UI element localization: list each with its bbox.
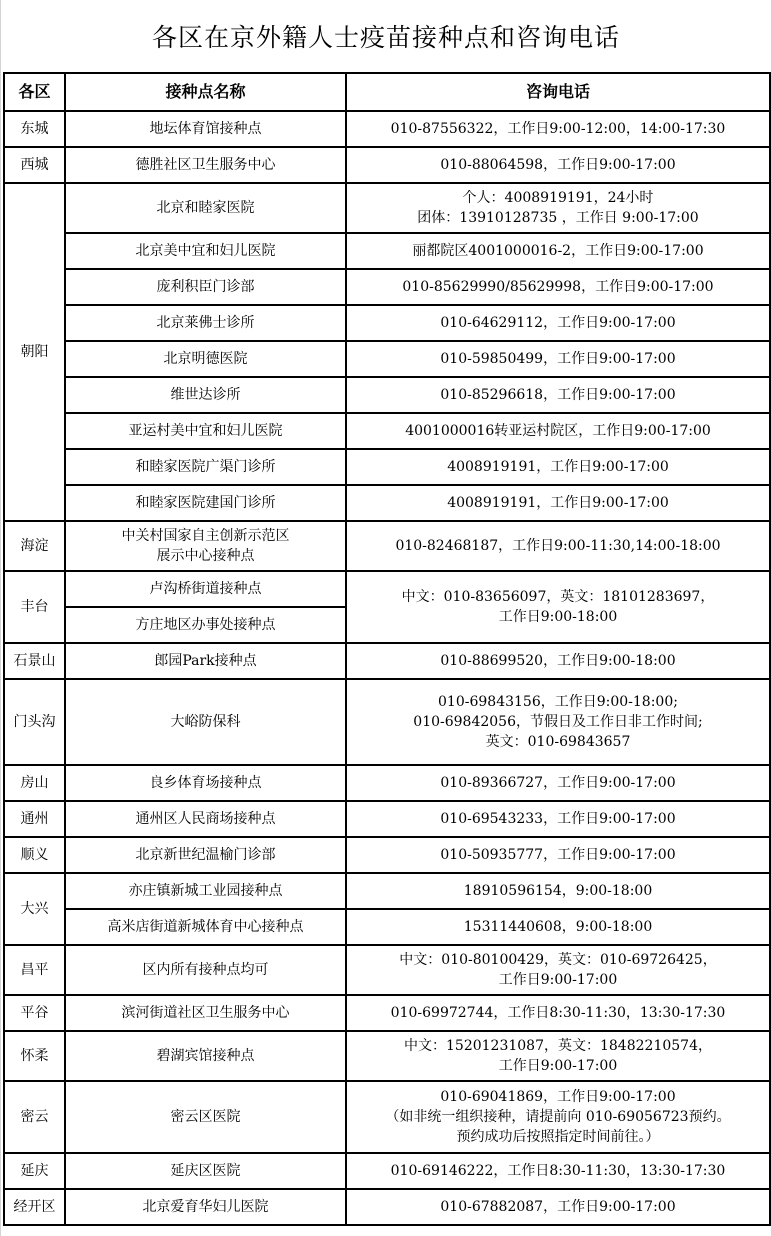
phone-line: 团体：13910128735 ，工作日 9:00-17:00: [417, 210, 699, 226]
site-cell[interactable]: 良乡体育场接种点: [65, 765, 346, 801]
phone-line: 010-59850499，工作日9:00-17:00: [440, 351, 676, 367]
site-cell[interactable]: 滨河街道社区卫生服务中心: [65, 995, 346, 1031]
sheet-title[interactable]: 各区在京外籍人士疫苗接种点和咨询电话: [151, 23, 620, 52]
phone-cell[interactable]: [346, 801, 770, 837]
table-row: [4, 233, 770, 269]
district-cell[interactable]: 门头沟: [4, 679, 65, 765]
phone-line: 010-87556322，工作日9:00-12:00，14:00-17:30: [390, 121, 726, 137]
table-row: [4, 413, 770, 449]
table-row: [4, 521, 770, 571]
site-cell[interactable]: 庞利积臣门诊部: [65, 269, 346, 305]
phone-cell[interactable]: [346, 233, 770, 269]
district-cell[interactable]: 昌平: [4, 945, 65, 995]
phone-cell[interactable]: [346, 449, 770, 485]
phone-line: 工作日9:00-17:00: [498, 972, 618, 988]
phone-cell[interactable]: [346, 111, 770, 147]
table-row: [4, 679, 770, 765]
phone-cell[interactable]: [346, 571, 770, 643]
table-row: [4, 305, 770, 341]
site-cell[interactable]: 亚运村美中宜和妇儿医院: [65, 413, 346, 449]
district-cell[interactable]: 密云: [4, 1081, 65, 1153]
phone-cell[interactable]: [346, 679, 770, 765]
table-row: [4, 873, 770, 909]
table-row: [4, 1189, 770, 1225]
table-row: [4, 269, 770, 305]
phone-line: 010-88699520，工作日9:00-18:00: [440, 653, 676, 669]
phone-line: （如非统一组织接种，请提前向 010-69056723预约。: [385, 1109, 731, 1125]
phone-cell[interactable]: [346, 909, 770, 945]
header-district[interactable]: 各区: [4, 73, 65, 111]
site-cell[interactable]: [65, 521, 346, 571]
phone-line: 010-85629990/85629998，工作日9:00-17:00: [402, 279, 714, 295]
site-cell[interactable]: 卢沟桥街道接种点: [65, 571, 346, 607]
phone-line: 010-89366727，工作日9:00-17:00: [440, 775, 676, 791]
table-row: [4, 643, 770, 679]
phone-line: 丽都院区4001000016-2，工作日9:00-17:00: [412, 243, 704, 259]
site-cell[interactable]: 北京美中宜和妇儿医院: [65, 233, 346, 269]
site-cell[interactable]: 和睦家医院广渠门诊所: [65, 449, 346, 485]
district-cell[interactable]: 东城: [4, 111, 65, 147]
table-header-row: [4, 73, 770, 111]
phone-cell[interactable]: [346, 1153, 770, 1189]
district-cell[interactable]: 石景山: [4, 643, 65, 679]
district-cell[interactable]: 朝阳: [4, 183, 65, 521]
phone-cell[interactable]: [346, 413, 770, 449]
table-row: [4, 995, 770, 1031]
site-cell[interactable]: 方庄地区办事处接种点: [65, 607, 346, 643]
phone-line: 4008919191，工作日9:00-17:00: [447, 459, 669, 475]
phone-cell[interactable]: [346, 995, 770, 1031]
phone-line: 010-69041869，工作日9:00-17:00: [440, 1089, 676, 1105]
site-cell[interactable]: 碧湖宾馆接种点: [65, 1031, 346, 1081]
site-cell[interactable]: 和睦家医院建国门诊所: [65, 485, 346, 521]
phone-line: 010-69543233，工作日9:00-17:00: [440, 811, 676, 827]
phone-line: 中文：15201231087，英文：18482210574，: [404, 1038, 712, 1054]
site-cell[interactable]: 地坛体育馆接种点: [65, 111, 346, 147]
district-cell[interactable]: 平谷: [4, 995, 65, 1031]
table-row: [4, 1081, 770, 1153]
table-row: [4, 909, 770, 945]
phone-line: 15311440608，9:00-18:00: [463, 919, 653, 935]
phone-cell[interactable]: [346, 377, 770, 413]
district-cell[interactable]: 海淀: [4, 521, 65, 571]
phone-cell[interactable]: [346, 643, 770, 679]
site-cell[interactable]: 区内所有接种点均可: [65, 945, 346, 995]
phone-cell[interactable]: [346, 1081, 770, 1153]
phone-cell[interactable]: [346, 269, 770, 305]
phone-line: 010-69146222，工作日8:30-11:30，13:30-17:30: [390, 1163, 726, 1179]
district-cell[interactable]: 经开区: [4, 1189, 65, 1225]
phone-line: 010-67882087，工作日9:00-17:00: [440, 1199, 676, 1215]
site-cell[interactable]: 北京明德医院: [65, 341, 346, 377]
phone-cell[interactable]: [346, 1189, 770, 1225]
phone-line: 中文：010-83656097，英文：18101283697，: [401, 589, 715, 605]
phone-cell[interactable]: [346, 147, 770, 183]
phone-line: 010-64629112，工作日9:00-17:00: [440, 315, 676, 331]
site-cell[interactable]: 密云区医院: [65, 1081, 346, 1153]
phone-line: 010-50935777，工作日9:00-17:00: [440, 847, 676, 863]
phone-line: 英文：010-69843657: [485, 734, 631, 750]
site-cell[interactable]: 维世达诊所: [65, 377, 346, 413]
district-cell[interactable]: 西城: [4, 147, 65, 183]
site-cell[interactable]: 大峪防保科: [65, 679, 346, 765]
table-row: [4, 837, 770, 873]
site-line: 中关村国家自主创新示范区: [121, 528, 290, 544]
phone-line: 010-69843156，工作日9:00-18:00;: [438, 694, 678, 710]
table-row: [4, 801, 770, 837]
table-row: [4, 377, 770, 413]
phone-cell[interactable]: [346, 1031, 770, 1081]
phone-cell[interactable]: [346, 341, 770, 377]
phone-line: 4008919191，工作日9:00-17:00: [447, 495, 669, 511]
site-cell[interactable]: 高米店街道新城体育中心接种点: [65, 909, 346, 945]
phone-cell[interactable]: [346, 183, 770, 233]
table-row: [4, 945, 770, 995]
phone-line: 4001000016转亚运村院区，工作日9:00-17:00: [405, 423, 711, 439]
sheet-gridline-left: [0, 0, 1, 1236]
district-cell[interactable]: 丰台: [4, 571, 65, 643]
site-cell[interactable]: 德胜社区卫生服务中心: [65, 147, 346, 183]
phone-line: 18910596154，9:00-18:00: [463, 883, 653, 899]
table-row: [4, 571, 770, 607]
table-row: [4, 1031, 770, 1081]
site-line: 展示中心接种点: [156, 548, 255, 564]
phone-line: 工作日9:00-18:00: [498, 609, 618, 625]
phone-line: 010-82468187，工作日9:00-11:30,14:00-18:00: [395, 538, 721, 554]
phone-cell[interactable]: [346, 837, 770, 873]
table-row: [4, 485, 770, 521]
site-cell[interactable]: 北京和睦家医院: [65, 183, 346, 233]
vaccination-sites-table: [3, 72, 771, 1226]
phone-cell[interactable]: [346, 485, 770, 521]
phone-line: 010-88064598，工作日9:00-17:00: [440, 157, 676, 173]
phone-cell[interactable]: [346, 305, 770, 341]
phone-cell[interactable]: [346, 873, 770, 909]
phone-cell[interactable]: [346, 521, 770, 571]
table-row: [4, 765, 770, 801]
district-cell[interactable]: 怀柔: [4, 1031, 65, 1081]
site-cell[interactable]: 北京爱育华妇儿医院: [65, 1189, 346, 1225]
phone-cell[interactable]: [346, 765, 770, 801]
phone-line: 中文：010-80100429，英文：010-69726425，: [399, 952, 717, 968]
table-row: [4, 111, 770, 147]
header-phone[interactable]: 咨询电话: [346, 73, 770, 111]
district-cell[interactable]: 延庆: [4, 1153, 65, 1189]
phone-line: 工作日9:00-17:00: [498, 1058, 618, 1074]
site-cell[interactable]: 北京莱佛士诊所: [65, 305, 346, 341]
phone-line: 010-85296618，工作日9:00-17:00: [440, 387, 676, 403]
table-row: [4, 341, 770, 377]
site-cell[interactable]: 通州区人民商场接种点: [65, 801, 346, 837]
phone-cell[interactable]: [346, 945, 770, 995]
site-cell[interactable]: 郎园Park接种点: [65, 643, 346, 679]
phone-line: 预约成功后按照指定时间前往。）: [456, 1129, 660, 1145]
district-cell[interactable]: 大兴: [4, 873, 65, 945]
table-row: [4, 147, 770, 183]
district-cell[interactable]: 通州: [4, 801, 65, 837]
district-cell[interactable]: 房山: [4, 765, 65, 801]
table-row: [4, 183, 770, 233]
header-site[interactable]: 接种点名称: [65, 73, 346, 111]
site-cell[interactable]: 北京新世纪温榆门诊部: [65, 837, 346, 873]
site-cell[interactable]: 延庆区医院: [65, 1153, 346, 1189]
phone-line: 010-69972744，工作日8:30-11:30，13:30-17:30: [390, 1005, 726, 1021]
district-cell[interactable]: 顺义: [4, 837, 65, 873]
phone-line: 个人：4008919191，24小时: [462, 190, 654, 206]
phone-line: 010-69842056，节假日及工作日非工作时间;: [413, 714, 703, 730]
table-row: [4, 449, 770, 485]
site-cell[interactable]: 亦庄镇新城工业园接种点: [65, 873, 346, 909]
table-row: [4, 1153, 770, 1189]
